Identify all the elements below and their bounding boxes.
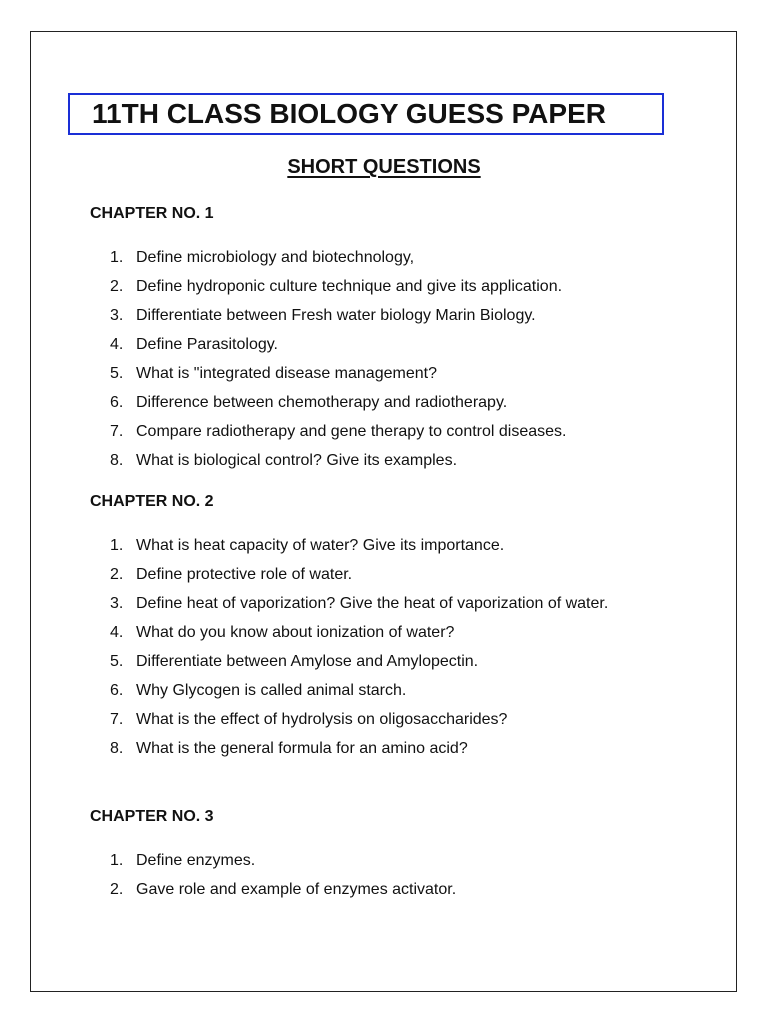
list-item — [110, 705, 656, 734]
question-text: Differentiate between Fresh water biology Marin Biology. — [136, 307, 536, 324]
list-item — [110, 272, 656, 301]
question-text: What is biological control? Give its examples. — [136, 452, 458, 469]
question-number: 5. — [110, 653, 124, 670]
question-number: 7. — [110, 423, 124, 440]
question-number: 7. — [110, 711, 124, 728]
question-text: What is heat capacity of water? Give its importance. — [136, 537, 505, 554]
list-item — [110, 388, 656, 417]
question-number: 1. — [110, 852, 124, 869]
section-heading-text: SHORT QUESTIONS — [287, 156, 481, 178]
question-list-chapter-1 — [110, 243, 656, 475]
list-item — [110, 417, 656, 446]
page-title: 11TH CLASS BIOLOGY GUESS PAPER — [92, 98, 606, 129]
title-box — [68, 93, 664, 135]
question-text: Define hydroponic culture technique and give its application. — [136, 278, 563, 295]
chapter-heading-3: CHAPTER NO. 3 — [90, 808, 214, 825]
question-text: Compare radiotherapy and gene therapy to control diseases. — [136, 423, 567, 440]
chapter-heading-1: CHAPTER NO. 1 — [90, 205, 214, 222]
list-item — [110, 359, 656, 388]
list-item — [110, 618, 656, 647]
list-item — [110, 531, 656, 560]
question-number: 5. — [110, 365, 124, 382]
question-text: Why Glycogen is called animal starch. — [136, 682, 407, 699]
question-list-chapter-2 — [110, 531, 656, 763]
question-text: What is the effect of hydrolysis on oligosaccharides? — [136, 711, 508, 728]
question-text: Define enzymes. — [136, 852, 256, 869]
question-text: Gave role and example of enzymes activator. — [136, 881, 457, 898]
question-number: 6. — [110, 682, 124, 699]
chapter-heading-2: CHAPTER NO. 2 — [90, 493, 214, 510]
list-item — [110, 446, 656, 475]
section-heading — [0, 156, 768, 179]
question-text: Differentiate between Amylose and Amylopectin. — [136, 653, 479, 670]
question-number: 3. — [110, 307, 124, 324]
question-number: 2. — [110, 566, 124, 583]
question-text: Define protective role of water. — [136, 566, 353, 583]
question-number: 8. — [110, 740, 124, 757]
list-item — [110, 734, 656, 763]
question-text: Difference between chemotherapy and radiotherapy. — [136, 394, 508, 411]
list-item — [110, 647, 656, 676]
question-list-chapter-3 — [110, 846, 656, 904]
question-text: What is the general formula for an amino acid? — [136, 740, 468, 757]
list-item — [110, 301, 656, 330]
question-text: What is "integrated disease management? — [136, 365, 437, 382]
list-item — [110, 243, 656, 272]
question-number: 4. — [110, 624, 124, 641]
question-number: 2. — [110, 881, 124, 898]
list-item — [110, 589, 656, 618]
question-number: 4. — [110, 336, 124, 353]
question-text: Define Parasitology. — [136, 336, 278, 353]
list-item — [110, 875, 656, 904]
question-number: 3. — [110, 595, 124, 612]
question-number: 8. — [110, 452, 124, 469]
question-number: 1. — [110, 249, 124, 266]
question-number: 6. — [110, 394, 124, 411]
question-text: Define microbiology and biotechnology, — [136, 249, 415, 266]
question-number: 2. — [110, 278, 124, 295]
question-number: 1. — [110, 537, 124, 554]
question-text: Define heat of vaporization? Give the heat of vaporization of water. — [136, 595, 609, 612]
list-item — [110, 330, 656, 359]
question-text: What do you know about ionization of water? — [136, 624, 455, 641]
list-item — [110, 560, 656, 589]
list-item — [110, 846, 656, 875]
list-item — [110, 676, 656, 705]
